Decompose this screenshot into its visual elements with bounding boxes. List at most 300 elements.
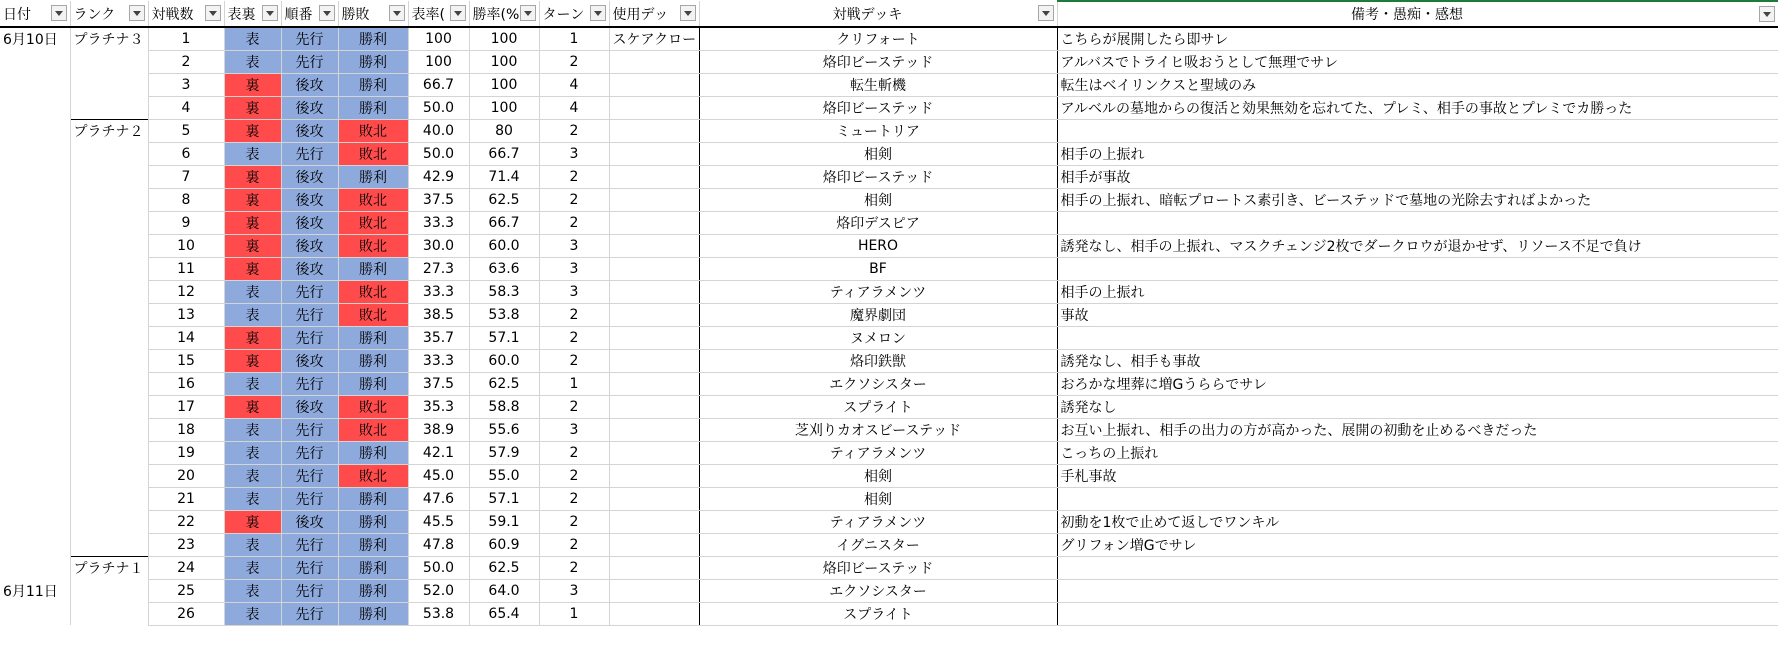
cell-result[interactable]: 勝利 — [338, 96, 408, 119]
cell-opponent-deck[interactable]: クリフォート — [699, 27, 1057, 50]
cell-rank[interactable] — [70, 280, 148, 303]
cell-rank[interactable] — [70, 73, 148, 96]
filter-dropdown-icon[interactable] — [51, 5, 67, 21]
cell-result[interactable]: 敗北 — [338, 142, 408, 165]
cell-front-rate[interactable]: 50.0 — [408, 556, 469, 579]
cell-date[interactable]: 6月10日 — [0, 27, 70, 50]
cell-rank[interactable] — [70, 257, 148, 280]
cell-notes[interactable]: グリフォン増Gでサレ — [1057, 533, 1778, 556]
cell-turns[interactable]: 1 — [539, 27, 609, 50]
cell-opponent-deck[interactable]: HERO — [699, 234, 1057, 257]
cell-result[interactable]: 勝利 — [338, 326, 408, 349]
cell-side[interactable]: 表 — [224, 579, 281, 602]
cell-opponent-deck[interactable]: 転生斬機 — [699, 73, 1057, 96]
cell-front-rate[interactable]: 42.1 — [408, 441, 469, 464]
filter-dropdown-icon[interactable] — [262, 5, 278, 21]
cell-used-deck[interactable] — [609, 234, 699, 257]
cell-date[interactable] — [0, 487, 70, 510]
cell-notes[interactable]: 転生はベイリンクスと聖域のみ — [1057, 73, 1778, 96]
cell-side[interactable]: 表 — [224, 556, 281, 579]
cell-match-no[interactable]: 11 — [148, 257, 224, 280]
cell-match-no[interactable]: 12 — [148, 280, 224, 303]
cell-result[interactable]: 勝利 — [338, 257, 408, 280]
cell-date[interactable] — [0, 372, 70, 395]
cell-opponent-deck[interactable]: イグニスター — [699, 533, 1057, 556]
cell-rank[interactable] — [70, 372, 148, 395]
filter-dropdown-icon[interactable] — [450, 5, 466, 21]
cell-side[interactable]: 裏 — [224, 165, 281, 188]
cell-side[interactable]: 裏 — [224, 510, 281, 533]
cell-win-rate[interactable]: 55.0 — [469, 464, 539, 487]
cell-rank[interactable] — [70, 234, 148, 257]
cell-rank[interactable] — [70, 418, 148, 441]
cell-side[interactable]: 裏 — [224, 326, 281, 349]
cell-front-rate[interactable]: 47.8 — [408, 533, 469, 556]
cell-result[interactable]: 勝利 — [338, 27, 408, 50]
cell-match-no[interactable]: 13 — [148, 303, 224, 326]
cell-match-no[interactable]: 6 — [148, 142, 224, 165]
cell-order[interactable]: 先行 — [281, 464, 338, 487]
cell-match-no[interactable]: 14 — [148, 326, 224, 349]
cell-rank[interactable] — [70, 326, 148, 349]
cell-used-deck[interactable] — [609, 96, 699, 119]
cell-win-rate[interactable]: 55.6 — [469, 418, 539, 441]
cell-win-rate[interactable]: 57.1 — [469, 326, 539, 349]
cell-notes[interactable]: 相手の上振れ、暗転プロートス素引き、ビーステッドで墓地の光除去すればよかった — [1057, 188, 1778, 211]
cell-date[interactable] — [0, 556, 70, 579]
cell-turns[interactable]: 3 — [539, 234, 609, 257]
cell-used-deck[interactable] — [609, 349, 699, 372]
cell-match-no[interactable]: 19 — [148, 441, 224, 464]
cell-match-no[interactable]: 22 — [148, 510, 224, 533]
cell-used-deck[interactable] — [609, 372, 699, 395]
cell-date[interactable] — [0, 50, 70, 73]
cell-result[interactable]: 敗北 — [338, 464, 408, 487]
cell-side[interactable]: 表 — [224, 142, 281, 165]
cell-order[interactable]: 後攻 — [281, 510, 338, 533]
cell-match-no[interactable]: 10 — [148, 234, 224, 257]
cell-notes[interactable]: アルバスでトライヒ吸おうとして無理でサレ — [1057, 50, 1778, 73]
cell-rank[interactable] — [70, 303, 148, 326]
filter-dropdown-icon[interactable] — [520, 5, 536, 21]
cell-notes[interactable]: 誘発なし、相手も事故 — [1057, 349, 1778, 372]
cell-used-deck[interactable] — [609, 533, 699, 556]
cell-win-rate[interactable]: 66.7 — [469, 211, 539, 234]
filter-dropdown-icon[interactable] — [129, 5, 145, 21]
cell-opponent-deck[interactable]: エクソシスター — [699, 372, 1057, 395]
cell-order[interactable]: 先行 — [281, 326, 338, 349]
cell-used-deck[interactable] — [609, 303, 699, 326]
cell-result[interactable]: 敗北 — [338, 395, 408, 418]
cell-notes[interactable] — [1057, 579, 1778, 602]
cell-order[interactable]: 先行 — [281, 556, 338, 579]
filter-dropdown-icon[interactable] — [680, 5, 696, 21]
cell-front-rate[interactable]: 40.0 — [408, 119, 469, 142]
cell-front-rate[interactable]: 37.5 — [408, 372, 469, 395]
cell-turns[interactable]: 4 — [539, 73, 609, 96]
cell-win-rate[interactable]: 60.0 — [469, 234, 539, 257]
cell-rank[interactable] — [70, 533, 148, 556]
cell-rank[interactable] — [70, 142, 148, 165]
cell-date[interactable] — [0, 165, 70, 188]
cell-notes[interactable] — [1057, 487, 1778, 510]
cell-rank[interactable] — [70, 211, 148, 234]
cell-result[interactable]: 勝利 — [338, 73, 408, 96]
cell-side[interactable]: 表 — [224, 27, 281, 50]
cell-side[interactable]: 裏 — [224, 234, 281, 257]
cell-result[interactable]: 敗北 — [338, 234, 408, 257]
cell-side[interactable]: 裏 — [224, 395, 281, 418]
cell-order[interactable]: 後攻 — [281, 119, 338, 142]
cell-match-no[interactable]: 9 — [148, 211, 224, 234]
cell-front-rate[interactable]: 53.8 — [408, 602, 469, 625]
cell-side[interactable]: 表 — [224, 303, 281, 326]
cell-notes[interactable]: 誘発なし、相手の上振れ、マスクチェンジ2枚でダークロウが退かせず、リソース不足で負け — [1057, 234, 1778, 257]
cell-side[interactable]: 表 — [224, 372, 281, 395]
cell-side[interactable]: 裏 — [224, 188, 281, 211]
cell-opponent-deck[interactable]: エクソシスター — [699, 579, 1057, 602]
cell-turns[interactable]: 2 — [539, 349, 609, 372]
cell-notes[interactable] — [1057, 326, 1778, 349]
cell-used-deck[interactable] — [609, 464, 699, 487]
cell-date[interactable] — [0, 211, 70, 234]
cell-rank[interactable] — [70, 579, 148, 602]
cell-turns[interactable]: 2 — [539, 326, 609, 349]
cell-notes[interactable]: お互い上振れ、相手の出力の方が高かった、展開の初動を止めるべきだった — [1057, 418, 1778, 441]
cell-date[interactable] — [0, 257, 70, 280]
cell-side[interactable]: 表 — [224, 418, 281, 441]
cell-turns[interactable]: 2 — [539, 487, 609, 510]
cell-side[interactable]: 裏 — [224, 119, 281, 142]
cell-turns[interactable]: 2 — [539, 441, 609, 464]
cell-opponent-deck[interactable]: ヌメロン — [699, 326, 1057, 349]
cell-order[interactable]: 先行 — [281, 27, 338, 50]
cell-rank[interactable] — [70, 50, 148, 73]
cell-date[interactable] — [0, 464, 70, 487]
cell-date[interactable] — [0, 119, 70, 142]
cell-turns[interactable]: 2 — [539, 50, 609, 73]
cell-match-no[interactable]: 1 — [148, 27, 224, 50]
cell-result[interactable]: 勝利 — [338, 165, 408, 188]
cell-turns[interactable]: 2 — [539, 510, 609, 533]
cell-order[interactable]: 先行 — [281, 372, 338, 395]
cell-front-rate[interactable]: 45.0 — [408, 464, 469, 487]
cell-turns[interactable]: 2 — [539, 165, 609, 188]
cell-opponent-deck[interactable]: 魔界劇団 — [699, 303, 1057, 326]
cell-result[interactable]: 勝利 — [338, 579, 408, 602]
filter-dropdown-icon[interactable] — [590, 5, 606, 21]
cell-turns[interactable]: 2 — [539, 119, 609, 142]
cell-rank[interactable] — [70, 96, 148, 119]
cell-front-rate[interactable]: 45.5 — [408, 510, 469, 533]
cell-front-rate[interactable]: 50.0 — [408, 96, 469, 119]
cell-win-rate[interactable]: 100 — [469, 27, 539, 50]
cell-front-rate[interactable]: 35.3 — [408, 395, 469, 418]
cell-date[interactable] — [0, 96, 70, 119]
cell-opponent-deck[interactable]: ティアラメンツ — [699, 441, 1057, 464]
cell-order[interactable]: 後攻 — [281, 188, 338, 211]
cell-match-no[interactable]: 17 — [148, 395, 224, 418]
cell-rank[interactable]: プラチナ３ — [70, 27, 148, 50]
cell-notes[interactable]: 相手の上振れ — [1057, 142, 1778, 165]
cell-notes[interactable]: こっちの上振れ — [1057, 441, 1778, 464]
cell-date[interactable] — [0, 234, 70, 257]
cell-turns[interactable]: 1 — [539, 602, 609, 625]
cell-win-rate[interactable]: 80 — [469, 119, 539, 142]
cell-turns[interactable]: 3 — [539, 579, 609, 602]
filter-dropdown-icon[interactable] — [1038, 5, 1054, 21]
cell-used-deck[interactable] — [609, 119, 699, 142]
cell-used-deck[interactable] — [609, 188, 699, 211]
cell-opponent-deck[interactable]: スプライト — [699, 395, 1057, 418]
cell-notes[interactable] — [1057, 119, 1778, 142]
cell-used-deck[interactable] — [609, 418, 699, 441]
cell-opponent-deck[interactable]: 相剣 — [699, 188, 1057, 211]
cell-opponent-deck[interactable]: BF — [699, 257, 1057, 280]
cell-match-no[interactable]: 21 — [148, 487, 224, 510]
cell-order[interactable]: 後攻 — [281, 211, 338, 234]
cell-win-rate[interactable]: 63.6 — [469, 257, 539, 280]
cell-front-rate[interactable]: 52.0 — [408, 579, 469, 602]
cell-notes[interactable] — [1057, 556, 1778, 579]
cell-order[interactable]: 先行 — [281, 418, 338, 441]
cell-used-deck[interactable] — [609, 602, 699, 625]
cell-order[interactable]: 後攻 — [281, 349, 338, 372]
cell-date[interactable] — [0, 326, 70, 349]
cell-win-rate[interactable]: 62.5 — [469, 372, 539, 395]
cell-order[interactable]: 先行 — [281, 303, 338, 326]
cell-turns[interactable]: 3 — [539, 257, 609, 280]
cell-win-rate[interactable]: 57.1 — [469, 487, 539, 510]
cell-used-deck[interactable] — [609, 556, 699, 579]
cell-notes[interactable]: こちらが展開したら即サレ — [1057, 27, 1778, 50]
cell-date[interactable] — [0, 395, 70, 418]
cell-notes[interactable]: 相手の上振れ — [1057, 280, 1778, 303]
cell-order[interactable]: 先行 — [281, 50, 338, 73]
cell-used-deck[interactable] — [609, 211, 699, 234]
cell-opponent-deck[interactable]: 芝刈りカオスビーステッド — [699, 418, 1057, 441]
cell-date[interactable] — [0, 73, 70, 96]
cell-date[interactable] — [0, 533, 70, 556]
cell-win-rate[interactable]: 62.5 — [469, 556, 539, 579]
cell-used-deck[interactable] — [609, 441, 699, 464]
cell-turns[interactable]: 3 — [539, 280, 609, 303]
cell-result[interactable]: 勝利 — [338, 50, 408, 73]
cell-notes[interactable]: おろかな埋葬に増Gうららでサレ — [1057, 372, 1778, 395]
cell-date[interactable] — [0, 441, 70, 464]
cell-match-no[interactable]: 25 — [148, 579, 224, 602]
cell-order[interactable]: 先行 — [281, 602, 338, 625]
cell-used-deck[interactable] — [609, 395, 699, 418]
cell-date[interactable] — [0, 142, 70, 165]
filter-dropdown-icon[interactable] — [205, 5, 221, 21]
cell-front-rate[interactable]: 50.0 — [408, 142, 469, 165]
cell-opponent-deck[interactable]: 烙印鉄獣 — [699, 349, 1057, 372]
cell-win-rate[interactable]: 71.4 — [469, 165, 539, 188]
cell-win-rate[interactable]: 53.8 — [469, 303, 539, 326]
cell-front-rate[interactable]: 37.5 — [408, 188, 469, 211]
cell-win-rate[interactable]: 60.9 — [469, 533, 539, 556]
cell-opponent-deck[interactable]: スプライト — [699, 602, 1057, 625]
cell-rank[interactable]: プラチナ１ — [70, 556, 148, 579]
cell-result[interactable]: 勝利 — [338, 533, 408, 556]
cell-result[interactable]: 勝利 — [338, 510, 408, 533]
cell-win-rate[interactable]: 100 — [469, 73, 539, 96]
cell-opponent-deck[interactable]: 烙印ビーステッド — [699, 556, 1057, 579]
cell-opponent-deck[interactable]: ミュートリア — [699, 119, 1057, 142]
cell-used-deck[interactable] — [609, 326, 699, 349]
cell-order[interactable]: 後攻 — [281, 234, 338, 257]
cell-win-rate[interactable]: 58.3 — [469, 280, 539, 303]
cell-order[interactable]: 先行 — [281, 579, 338, 602]
cell-side[interactable]: 表 — [224, 602, 281, 625]
cell-turns[interactable]: 2 — [539, 556, 609, 579]
cell-result[interactable]: 勝利 — [338, 556, 408, 579]
cell-match-no[interactable]: 15 — [148, 349, 224, 372]
cell-front-rate[interactable]: 27.3 — [408, 257, 469, 280]
cell-side[interactable]: 裏 — [224, 349, 281, 372]
cell-side[interactable]: 表 — [224, 464, 281, 487]
cell-rank[interactable] — [70, 349, 148, 372]
cell-front-rate[interactable]: 42.9 — [408, 165, 469, 188]
cell-used-deck[interactable]: スケアクロー — [609, 27, 699, 50]
cell-order[interactable]: 後攻 — [281, 257, 338, 280]
cell-order[interactable]: 後攻 — [281, 395, 338, 418]
filter-dropdown-icon[interactable] — [389, 5, 405, 21]
cell-result[interactable]: 敗北 — [338, 119, 408, 142]
cell-opponent-deck[interactable]: 相剣 — [699, 142, 1057, 165]
cell-turns[interactable]: 2 — [539, 211, 609, 234]
cell-win-rate[interactable]: 58.8 — [469, 395, 539, 418]
cell-notes[interactable]: 相手が事故 — [1057, 165, 1778, 188]
cell-date[interactable]: 6月11日 — [0, 579, 70, 602]
cell-opponent-deck[interactable]: 烙印デスピア — [699, 211, 1057, 234]
cell-rank[interactable] — [70, 602, 148, 625]
cell-rank[interactable] — [70, 165, 148, 188]
cell-used-deck[interactable] — [609, 280, 699, 303]
cell-side[interactable]: 表 — [224, 441, 281, 464]
cell-side[interactable]: 表 — [224, 533, 281, 556]
cell-opponent-deck[interactable]: 烙印ビーステッド — [699, 96, 1057, 119]
cell-date[interactable] — [0, 188, 70, 211]
cell-match-no[interactable]: 7 — [148, 165, 224, 188]
cell-result[interactable]: 敗北 — [338, 418, 408, 441]
cell-front-rate[interactable]: 33.3 — [408, 211, 469, 234]
cell-rank[interactable] — [70, 487, 148, 510]
cell-used-deck[interactable] — [609, 73, 699, 96]
cell-notes[interactable] — [1057, 211, 1778, 234]
cell-turns[interactable]: 2 — [539, 464, 609, 487]
cell-match-no[interactable]: 20 — [148, 464, 224, 487]
cell-front-rate[interactable]: 33.3 — [408, 349, 469, 372]
cell-side[interactable]: 裏 — [224, 96, 281, 119]
cell-order[interactable]: 後攻 — [281, 96, 338, 119]
cell-date[interactable] — [0, 280, 70, 303]
cell-date[interactable] — [0, 303, 70, 326]
cell-match-no[interactable]: 2 — [148, 50, 224, 73]
cell-date[interactable] — [0, 349, 70, 372]
cell-win-rate[interactable]: 66.7 — [469, 142, 539, 165]
cell-front-rate[interactable]: 100 — [408, 27, 469, 50]
cell-match-no[interactable]: 24 — [148, 556, 224, 579]
cell-order[interactable]: 先行 — [281, 280, 338, 303]
cell-rank[interactable] — [70, 464, 148, 487]
cell-order[interactable]: 後攻 — [281, 73, 338, 96]
cell-match-no[interactable]: 8 — [148, 188, 224, 211]
cell-rank[interactable] — [70, 395, 148, 418]
cell-used-deck[interactable] — [609, 165, 699, 188]
cell-turns[interactable]: 3 — [539, 142, 609, 165]
cell-turns[interactable]: 4 — [539, 96, 609, 119]
cell-used-deck[interactable] — [609, 142, 699, 165]
cell-used-deck[interactable] — [609, 257, 699, 280]
cell-notes[interactable]: 初動を1枚で止めて返しでワンキル — [1057, 510, 1778, 533]
cell-opponent-deck[interactable]: 烙印ビーステッド — [699, 165, 1057, 188]
cell-win-rate[interactable]: 100 — [469, 50, 539, 73]
cell-notes[interactable]: 誘発なし — [1057, 395, 1778, 418]
cell-turns[interactable]: 2 — [539, 395, 609, 418]
cell-opponent-deck[interactable]: 相剣 — [699, 487, 1057, 510]
cell-side[interactable]: 裏 — [224, 73, 281, 96]
cell-front-rate[interactable]: 38.5 — [408, 303, 469, 326]
cell-front-rate[interactable]: 100 — [408, 50, 469, 73]
cell-order[interactable]: 先行 — [281, 533, 338, 556]
filter-dropdown-icon[interactable] — [1759, 6, 1775, 22]
cell-result[interactable]: 勝利 — [338, 372, 408, 395]
cell-order[interactable]: 先行 — [281, 441, 338, 464]
cell-date[interactable] — [0, 418, 70, 441]
cell-side[interactable]: 表 — [224, 280, 281, 303]
cell-match-no[interactable]: 18 — [148, 418, 224, 441]
cell-order[interactable]: 先行 — [281, 142, 338, 165]
cell-side[interactable]: 裏 — [224, 211, 281, 234]
cell-match-no[interactable]: 4 — [148, 96, 224, 119]
cell-side[interactable]: 表 — [224, 50, 281, 73]
cell-win-rate[interactable]: 64.0 — [469, 579, 539, 602]
cell-turns[interactable]: 2 — [539, 303, 609, 326]
cell-result[interactable]: 勝利 — [338, 487, 408, 510]
cell-used-deck[interactable] — [609, 487, 699, 510]
cell-turns[interactable]: 1 — [539, 372, 609, 395]
cell-match-no[interactable]: 26 — [148, 602, 224, 625]
cell-order[interactable]: 後攻 — [281, 165, 338, 188]
cell-match-no[interactable]: 16 — [148, 372, 224, 395]
cell-win-rate[interactable]: 62.5 — [469, 188, 539, 211]
cell-match-no[interactable]: 23 — [148, 533, 224, 556]
cell-result[interactable]: 敗北 — [338, 303, 408, 326]
cell-result[interactable]: 勝利 — [338, 602, 408, 625]
cell-front-rate[interactable]: 30.0 — [408, 234, 469, 257]
cell-match-no[interactable]: 5 — [148, 119, 224, 142]
cell-order[interactable]: 先行 — [281, 487, 338, 510]
cell-win-rate[interactable]: 65.4 — [469, 602, 539, 625]
cell-result[interactable]: 敗北 — [338, 188, 408, 211]
cell-rank[interactable] — [70, 510, 148, 533]
cell-rank[interactable] — [70, 441, 148, 464]
filter-dropdown-icon[interactable] — [319, 5, 335, 21]
cell-front-rate[interactable]: 33.3 — [408, 280, 469, 303]
cell-notes[interactable] — [1057, 257, 1778, 280]
cell-turns[interactable]: 2 — [539, 188, 609, 211]
cell-date[interactable] — [0, 510, 70, 533]
cell-result[interactable]: 勝利 — [338, 441, 408, 464]
cell-rank[interactable]: プラチナ２ — [70, 119, 148, 142]
cell-win-rate[interactable]: 100 — [469, 96, 539, 119]
cell-match-no[interactable]: 3 — [148, 73, 224, 96]
cell-notes[interactable]: 事故 — [1057, 303, 1778, 326]
cell-opponent-deck[interactable]: 相剣 — [699, 464, 1057, 487]
cell-front-rate[interactable]: 35.7 — [408, 326, 469, 349]
